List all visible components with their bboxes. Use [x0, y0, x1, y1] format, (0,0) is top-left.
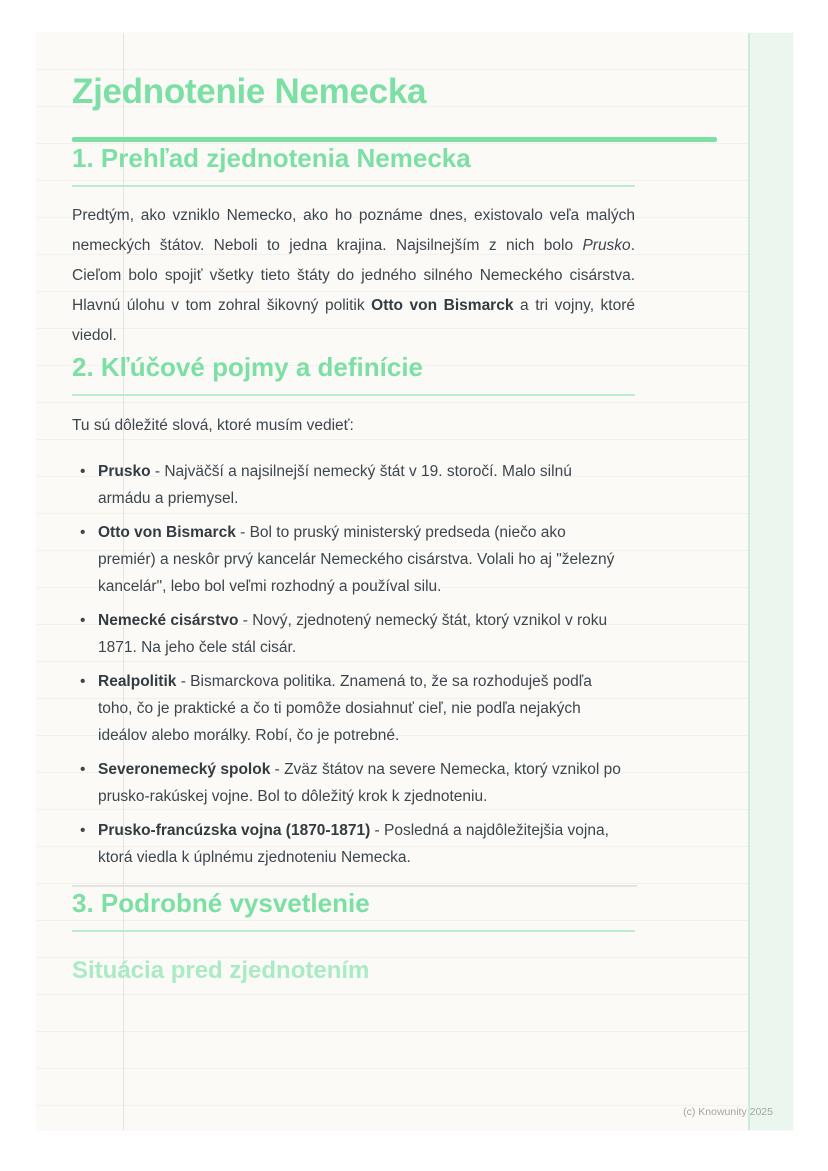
section-heading-2: 2. Kľúčové pojmy a definície — [72, 352, 424, 382]
paragraph-text: a tri vojny, ktoré viedol. — [72, 297, 636, 344]
list-item — [72, 817, 627, 871]
term-label: Severonemecký spolok — [98, 761, 271, 778]
term-label: Nemecké cisárstvo — [98, 612, 239, 629]
document-content — [37, 33, 793, 986]
bullet-icon: • — [80, 673, 86, 690]
term-description: - Najväčší a najsilnejší nemecký štát v 19. storočí. Malo silnú armádu a priemysel. — [98, 463, 572, 507]
term-description: - Nový, zjednotený nemecký štát, ktorý vznikol v roku 1871. Na jeho čele stál cisár. — [98, 612, 608, 656]
section-2-underline — [72, 394, 635, 396]
paragraph-text: Predtým, ako vzniklo Nemecko, ako ho poznáme dnes, existovalo veľa malých nemeckých štátov. Neboli to jedna krajina. Najsilnejším z nich bolo — [72, 207, 635, 254]
section-heading-3: 3. Podrobné vysvetlenie — [72, 888, 370, 918]
term-description: - Posledná a najdôležitejšia vojna, ktorá viedla k úplnému zjednoteniu Nemecka. — [98, 822, 609, 866]
bullet-icon: • — [80, 822, 86, 839]
term-description: - Zväz štátov na severe Nemecka, ktorý vznikol po prusko-rakúskej vojne. Bol to dôležitý krok k zjednoteniu. — [98, 761, 621, 805]
section-heading-1: 1. Prehľad zjednotenia Nemecka — [72, 143, 471, 173]
list-item — [72, 458, 627, 512]
bullet-icon: • — [80, 761, 86, 778]
bullet-icon: • — [80, 463, 86, 480]
document-page — [37, 33, 793, 1130]
intro-paragraph — [72, 201, 635, 351]
term-description: - Bismarckova politika. Znamená to, že sa rozhoduješ podľa toho, čo je praktické a čo ti pomôže dosiahnuť cieľ, nie podľa nejakých ideálov alebo morálky. Robí, čo je potrebné. — [98, 673, 592, 744]
copyright-notice: (c) Knowunity 2025 — [683, 1106, 773, 1118]
key-terms-list — [72, 458, 627, 871]
list-item — [72, 607, 627, 661]
list-intro-text: Tu sú dôležité slová, ktoré musím vedieť: — [72, 417, 354, 434]
subsection-heading: Situácia pred zjednotením — [72, 957, 370, 984]
list-item — [72, 668, 627, 749]
italic-term: Prusko — [582, 237, 631, 254]
term-label: Prusko — [98, 463, 151, 480]
term-label: Prusko-francúzska vojna (1870-1871) — [98, 822, 371, 839]
page-title: Zjednotenie Nemecka — [72, 72, 427, 111]
bullet-icon: • — [80, 612, 86, 629]
bullet-icon: • — [80, 524, 86, 541]
list-item — [72, 519, 627, 600]
section-3-underline — [72, 930, 635, 932]
paragraph-text: . Cieľom bolo spojiť všetky tieto štáty do jedného silného Nemeckého cisárstva. Hlavnú úlohu v tom zohral šikovný politik — [72, 237, 635, 314]
term-description: - Bol to pruský ministerský predseda (niečo ako premiér) a neskôr prvý kancelár Nemeckého cisárstva. Volali ho aj "železný kancelár", lebo bol veľmi rozhodný a používal silu. — [98, 524, 615, 595]
bold-term: Otto von Bismarck — [371, 297, 514, 314]
term-label: Realpolitik — [98, 673, 177, 690]
list-item — [72, 756, 627, 810]
section-1-underline — [72, 185, 635, 187]
term-label: Otto von Bismarck — [98, 524, 236, 541]
